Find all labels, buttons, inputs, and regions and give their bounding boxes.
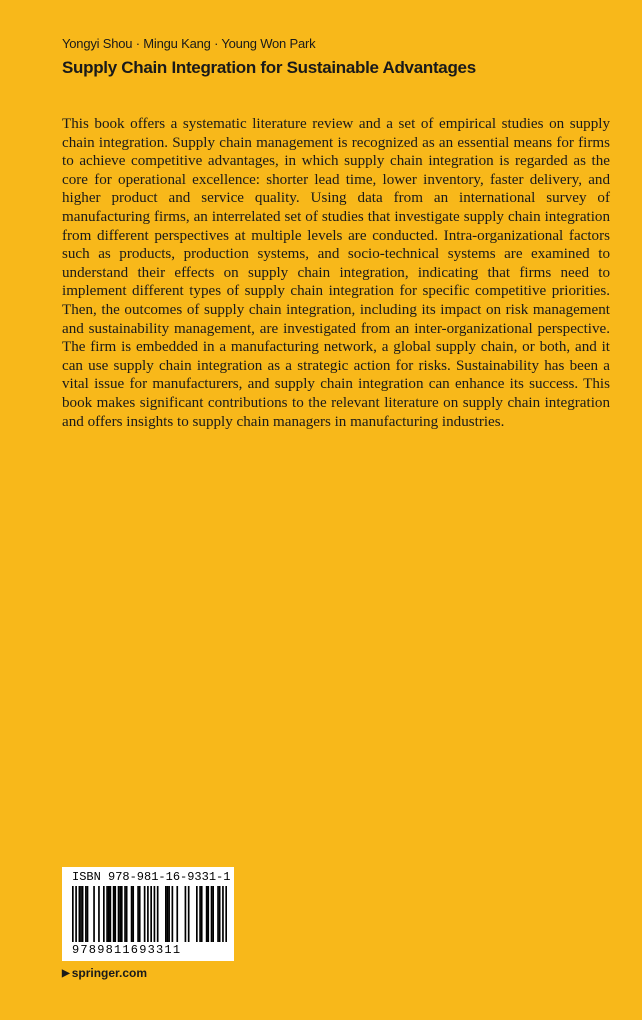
barcode-bar bbox=[85, 886, 87, 942]
publisher-url: springer.com bbox=[71, 966, 148, 980]
barcode-bar bbox=[137, 886, 139, 942]
author-list: Yongyi Shou · Mingu Kang · Young Won Park bbox=[62, 36, 316, 51]
barcode-bar bbox=[196, 886, 198, 942]
barcode-bar bbox=[131, 886, 133, 942]
barcode-bar bbox=[147, 886, 149, 942]
barcode-bar bbox=[108, 886, 110, 942]
barcode-bar bbox=[113, 886, 115, 942]
isbn-label: ISBN 978-981-16-9331-1 bbox=[72, 870, 231, 884]
barcode-bar bbox=[188, 886, 190, 942]
barcode-bar bbox=[165, 886, 167, 942]
barcode-bar bbox=[222, 886, 224, 942]
barcode-bars bbox=[72, 886, 227, 942]
barcode-bar bbox=[79, 886, 81, 942]
barcode-bar bbox=[176, 886, 178, 942]
barcode-bar bbox=[126, 886, 128, 942]
book-description: This book offers a systematic literature review and a set of empirical studies on supply chain integration. Supply chain management is recognized as an essential means for firms to achieve competitive advantages, in which supply chain integration is regarded as the core for operational excellence: shorter lead time, lower inventory, faster delivery, and higher product and service quality. Using data from an international survey of manufacturing firms, an interrelated set of studies that investigate supply chain integration from different perspectives at multiple levels are conducted. Intra-organizational factors such as products, production systems, and socio-technical systems are examined to understand their effects on supply chain integration, indicating that firms need to implement different types of supply chain integration for specific competitive priorities. Then, the outcomes of supply chain integration, including its impact on risk management and sustainability management, are investigated from an inter-organizational perspective. The firm is embedded in a manufacturing network, a global supply chain, or both, and it can use supply chain integration as a strategic action for risks. Sustainability has been a vital issue for manufacturers, and supply chain integration can enhance its success. This book makes significant contributions to the relevant literature on supply chain integration and offers insights to supply chain managers in manufacturing industries. bbox=[62, 116, 610, 430]
isbn-barcode bbox=[62, 867, 234, 961]
barcode-bar bbox=[139, 886, 141, 942]
barcode-bar bbox=[75, 886, 77, 942]
book-title: Supply Chain Integration for Sustainable Advantages bbox=[62, 58, 476, 77]
barcode-bar bbox=[199, 886, 201, 942]
publisher-link[interactable] bbox=[62, 966, 147, 980]
barcode-bar bbox=[211, 886, 213, 942]
barcode-bar bbox=[106, 886, 108, 942]
barcode-bar bbox=[119, 886, 121, 942]
barcode-digits: 9789811693311 bbox=[72, 943, 182, 957]
barcode-bar bbox=[98, 886, 100, 942]
barcode-bar bbox=[172, 886, 174, 942]
barcode-bar bbox=[110, 886, 112, 942]
barcode-bar bbox=[167, 886, 169, 942]
barcode-bar bbox=[201, 886, 203, 942]
barcode-bar bbox=[124, 886, 126, 942]
barcode-bar bbox=[72, 886, 74, 942]
barcode-bar bbox=[185, 886, 187, 942]
barcode-bar bbox=[118, 886, 120, 942]
triangle-right-icon: ▶ bbox=[62, 968, 70, 979]
barcode-bar bbox=[144, 886, 146, 942]
barcode-bar bbox=[217, 886, 219, 942]
barcode-bar bbox=[80, 886, 82, 942]
barcode-bar bbox=[132, 886, 134, 942]
barcode-bar bbox=[219, 886, 221, 942]
barcode-bar bbox=[207, 886, 209, 942]
barcode-bar bbox=[150, 886, 152, 942]
barcode-bar bbox=[114, 886, 116, 942]
barcode-bar bbox=[168, 886, 170, 942]
barcode-bar bbox=[157, 886, 159, 942]
barcode-bar bbox=[225, 886, 227, 942]
barcode-bar bbox=[103, 886, 105, 942]
barcode-bar bbox=[206, 886, 208, 942]
barcode-bar bbox=[82, 886, 84, 942]
barcode-bar bbox=[93, 886, 95, 942]
barcode-bar bbox=[212, 886, 214, 942]
barcode-bar bbox=[154, 886, 156, 942]
barcode-bar bbox=[87, 886, 89, 942]
barcode-bar bbox=[121, 886, 123, 942]
